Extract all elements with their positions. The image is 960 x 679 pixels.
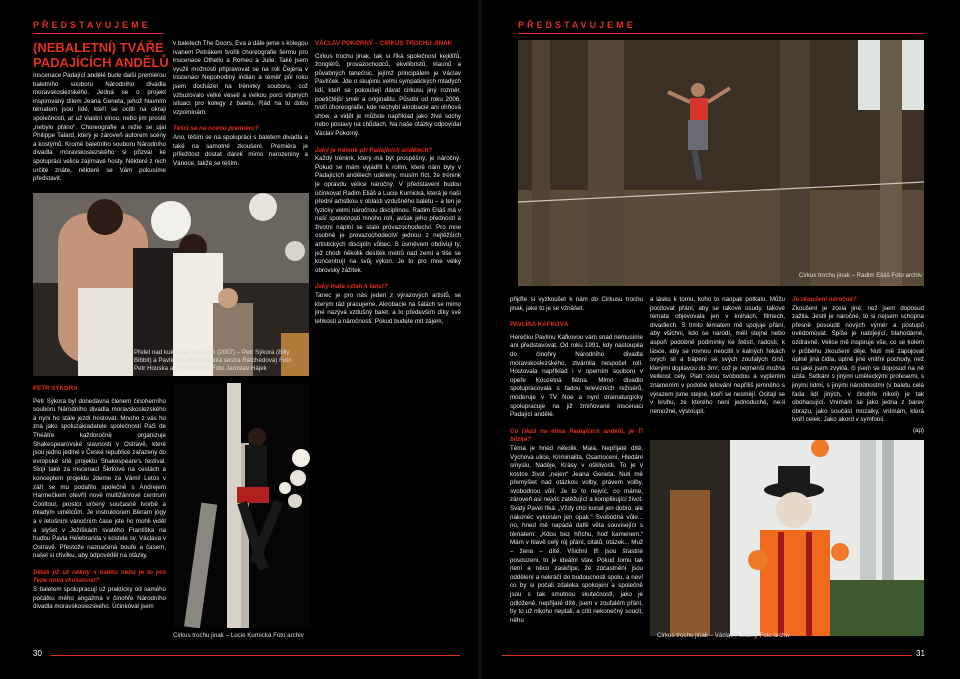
section-rule (518, 33, 924, 34)
photo-juggler (650, 440, 924, 636)
article-column-1: přijďte si vyzkoušet k nám do Cirkusu trochu jinak, jaké to je se vznášet. PAVLÍNA KAFKOVÁ Herečku Pavlínu Kafkovou vám snad nemusíme ani představovat. Od roku 1991, kdy nastoupila do činohry Národního divadla moravskoslezského, ztvárnila nespočet rolí. Hostovala například i v operním souboru v opeře Kouzelná flétna. Mimo divadlo spolupracovala s řadou televizních režisérů, moderuje v TV Noe a nyní dramaturgicky spolupracuje na již zmiňované inscenaci Padající andělé. Co říkáš na téma Padajících andělů, je Ti blízké? Téma je hned několik. Malá, Nepřijaté dítě, Výchova ulice, Kriminalita, Osamocení, Hledání smyslu, Naděje, Krásy v ošklivosti. To je v kostce život „nejen“ Jeana Geneta. Nuti mě přemýšlet nad otázkou volby, právem volby, svobodnou vůlí. Je to to nejvíc, co máme, zároveň asi nejvíc zatěžující a komplikující život. Svatý Pavel říká: „Vždy chci konat jen dobro, ale nakonec vykonám jen opak.“ Svobodná vůle... no, hned mě napadá další věta související s tématem: „Kdos bez hříchu, hoď kamenem.“ Mám v hlavě celý roj přání, citátů, otázek... Muž – žena – dítě. Všichni tři jsou šťastné posouzeni, to je ideální stav. Pokud tomu tak není a něco zaskřípe, že zúčastnění jsou oddělení a nekráčí do budoucnosti spolu, a neví co by si počali zdaleka spokojeni a společně jsou s tak smutnou skutečností, jako je odložené, nepřijaté dítě, jsem v zoufalém přání, by to už nikoho neptali, a cítit nekonečný soucit, něhu (510, 296, 643, 624)
question: Je zkoušení náročné? (792, 296, 857, 303)
section-tag: PŘEDSTAVUJEME (33, 20, 151, 30)
right-page (482, 0, 960, 679)
article-title: (NEBALETNÍ) TVÁŘE PADAJÍCÍCH ANDĚLŮ (33, 40, 169, 70)
intro-text: Inscenace Padající andělé bude další premiérou baletního souboru Národního divadla moravskoslezského. Jedná se o projekt inspirovaný dílem Jeana Geneta, jehož hlavním tématem jsou lidé, kteří se ocitli na okraji společnosti, ať už vlastní vinou, nebo jim prostě „nebylo přáno“. Choreografie a režie se ujal Philippe Talard, který je zároveň autorem scény a kostýmů. Kromě baletního souboru Národního divadla moravskoslezského si přizval ke spolupráci velice zajímavé hosty. Některé z nich určitě znáte, některé se Vám pokusíme představit. (33, 72, 166, 183)
section-heading: VÁCLAV POKORNÝ – CIRKUS TROCHU JINAK (315, 40, 453, 47)
article-column-3: VÁCLAV POKORNÝ – CIRKUS TROCHU JINAK Cirkus trochu jinak, tak si říká společnost kejklířů, žonglérů, provazochodců, ekvilibristů, klaunů a půvabných tanečnic, jejímž principálem je Václav Pavlíček. Jde o skupinu velmi sympatických mladých lidí, kteří se pokoušejí dávat cirkusu jiný rozměr, poetičtější směr a originalitu. Působí od roku 2006, tvoří choreografie, kde nechybí akrobacie ani ohňová show, a vidět je můžete například jako živé sochy nebo postavy na chůdách. Na naše otázky odpovídal Václav Pokorný. Jaký je trénink při Padajících andělech? Každý trénink, který má být prospěšný, je náročný. Pokud se mám vyjádřit k rolím, které nám byly v Padajících andělech uděleny, musím říct, že trénink je opravdu velice náročný. V představení budou účinkovat Radim Eliáš a Lucie Kurnická, která je naší přední artistkou v oblasti vzdušného baletu – a ten je fyzicky velmi náročnou disciplínou. Radim Eliáš má v naší společnosti mnoho rolí, avšak jeho předností a životní náplní se stalo provazochodectví. Pro mne osobně je provazochodectví jednou z nejtěžších artistických disciplín vůbec. S úsměvem obdivuji ty, jež chodí několik desítek metrů nad zemí a tiše se koncentrují na svůj výkon. Je to pro mne velký obrovský zážitek. Jaký máte vztah k tanci? Tanec je pro nás jeden z výrazových artistů, se kterým rád pracujeme. Akrobacie na šálách se mimo jiné nazývá vzdušný balet, a to především díky své lehkosti a náročnosti. Pokud budete mít zájem, (315, 40, 461, 325)
photo-aerial-dancer (173, 383, 310, 628)
article-column-2: v baletech The Doors, Eva a dále jeme s kolegou Ivanem Petrákem tvořili choreografie šermu pro inscenace Othello a Romeo a Julie. Také jsem využil možnosti připravovat se na roli Čejena v inscenaci Nepohodlný indián a téměř půl roku jsem docházel na tréninky souboru, což vzbuzovalo velké veselí a velkou porci vtipných situací pro kolegy z baletu. Rád na tu dobu vzpomínám. Těšíš se na novou premiéru? Ano, těším se na spolupráci s baletem divadla a také na samotné zkoušení. Premiéra je příležitost dostat dárek mimo narozeniny a Vánoce, takže se těším. (173, 40, 308, 167)
photo-caption: Přelet nad kukaččím hnízdem (2007) – Petr Sýkora (Billy Bibbit) a Pavlína Kafková (Velká sestra Ratchedová) Foto Petr Houska a Jiří Sedláček Foto Jaroslav Hájek (134, 349, 292, 372)
photo-caption: Cirkus trochu jinak – Radim Eliáš Foto archiv (798, 272, 922, 279)
photo-caption: Cirkus trochu jinak – Lucie Kurnická Foto archiv (173, 632, 304, 639)
article-column-3: Je zkoušení náročné? Zkoušení je zcela jiné, než jsem doposud zažila. Jestli je náročné, to si nejsem schopna přesně posoudit nových výměr a postupů uvědomovat. Spíše je nabíjející, blahodárné, ozdravné. Velice mě inspiruje vše, co se kolem v průběhu zkoušení děje. Nutí mě zapojovat úplně jiná čidla, úplně jiné vnitřní pochody, než na jaké jsem zvyklá, či jsem se doposud na ně učila. Setkání s jinými uměleckými profesemi, s jinými lidmi, s jinými národnostmi (v baletu celá řada lidí jiných, v činohře nikoli) je tak obohacující. Vnímám se jako jedna z barev obrazu, jako součást mozaiky, vnímám, která tvoří celek. Jako akord v symfonii. (ap) (792, 296, 924, 434)
footer-rule (502, 655, 912, 656)
page-number: 30 (33, 649, 42, 658)
section-tag: PŘEDSTAVUJEME (518, 20, 636, 30)
section-heading: PETR SÝKORA (33, 385, 78, 392)
page-number: 31 (916, 649, 925, 658)
photo-tightrope-walker (518, 40, 924, 286)
question: Jaký je trénink při Padajících andělech? (315, 146, 433, 154)
section-heading: PAVLÍNA KAFKOVÁ (510, 321, 569, 329)
left-page (0, 0, 478, 679)
footer-rule (50, 655, 460, 656)
question: Co říkáš na téma Padajících andělů, je Ti blízké? (510, 427, 643, 444)
article-column-2: a lásku k tomu, koho to naopak potkalo. Můžu pocitovat přání, aby se takové osudy, takové témata objevovala jen v knihách, filmech, divadlech. S tímto tématem mě spojuje přání, aby všichni, kdo se narodí, měli stejné nebo aspoň podobné podmínky ke štěstí, radosti, k lásce, aby se rovnou neocitli v kalných řekách svých sil a trápení se svých zoufalých činů, kterými doplavou do 3m², což je nejmenší možná velikost cely. Platí svou svobodou a vyplením znamením v podobě tetování nepříliš jemného s výrazem jsme stejné, kteří se nesmějí. Ocitají se v kruhu, ze kterého není jednoduché, ne-li nemožné, vystoupit. (650, 296, 785, 415)
sykora-section: PETR SÝKORA Petr Sýkora byl donedávna členem činoherního souboru Národního divadla moravskoslezského a nyní ho stále jezdí hostovat. Mnoho z vás ho zná jako spoluzakladatele společnosti PaS de Théâtre každoročně organizuje Shakespearovské slavnosti v Ostravě, které jsou jedno jediné v České republice zařazeny do evropské sítě projektu Shakespeare's festival. Stojí také za inscenací Škrkové na cestách a konceptem projektu Jdeme za Vámi! Letos v září se mu podařilo společně s Andrejem Harmečkem otevřít nové multižánrové centrum Cooltour, prostor určený současné tvorbě a mladým umělcům. Je instruktorem Bikram jógy a v letošním vánočním čase jste ho mohli vidět a slyšet v Ježíškách svatého Františka na hudbu Pavla Helebranda v kostele sv. Václava v Ostravě. Přestože naznačená bouře a časem, našel si chvilku, aby odpověděl na otázky. Děláš již už někdy s baletu nebo je to pro Tebe nová zkušenost? S baletem spolupracuji už prakticky od samého počátku mého angažmá v činohře Národního divadla moravskoslezského. Účinkoval jsem (33, 385, 166, 611)
section-rule (33, 33, 163, 34)
question: Jaký máte vztah k tanci? (315, 283, 388, 291)
photo-caption: Cirkus trochu jinak – Václav Pokorný Foto archiv (657, 632, 791, 639)
question: Děláš již už někdy s baletu nebo je to pro Tebe nová zkušenost? (33, 568, 166, 585)
author-sign: (ap) (912, 426, 924, 434)
question: Těšíš se na novou premiéru? (173, 125, 259, 133)
